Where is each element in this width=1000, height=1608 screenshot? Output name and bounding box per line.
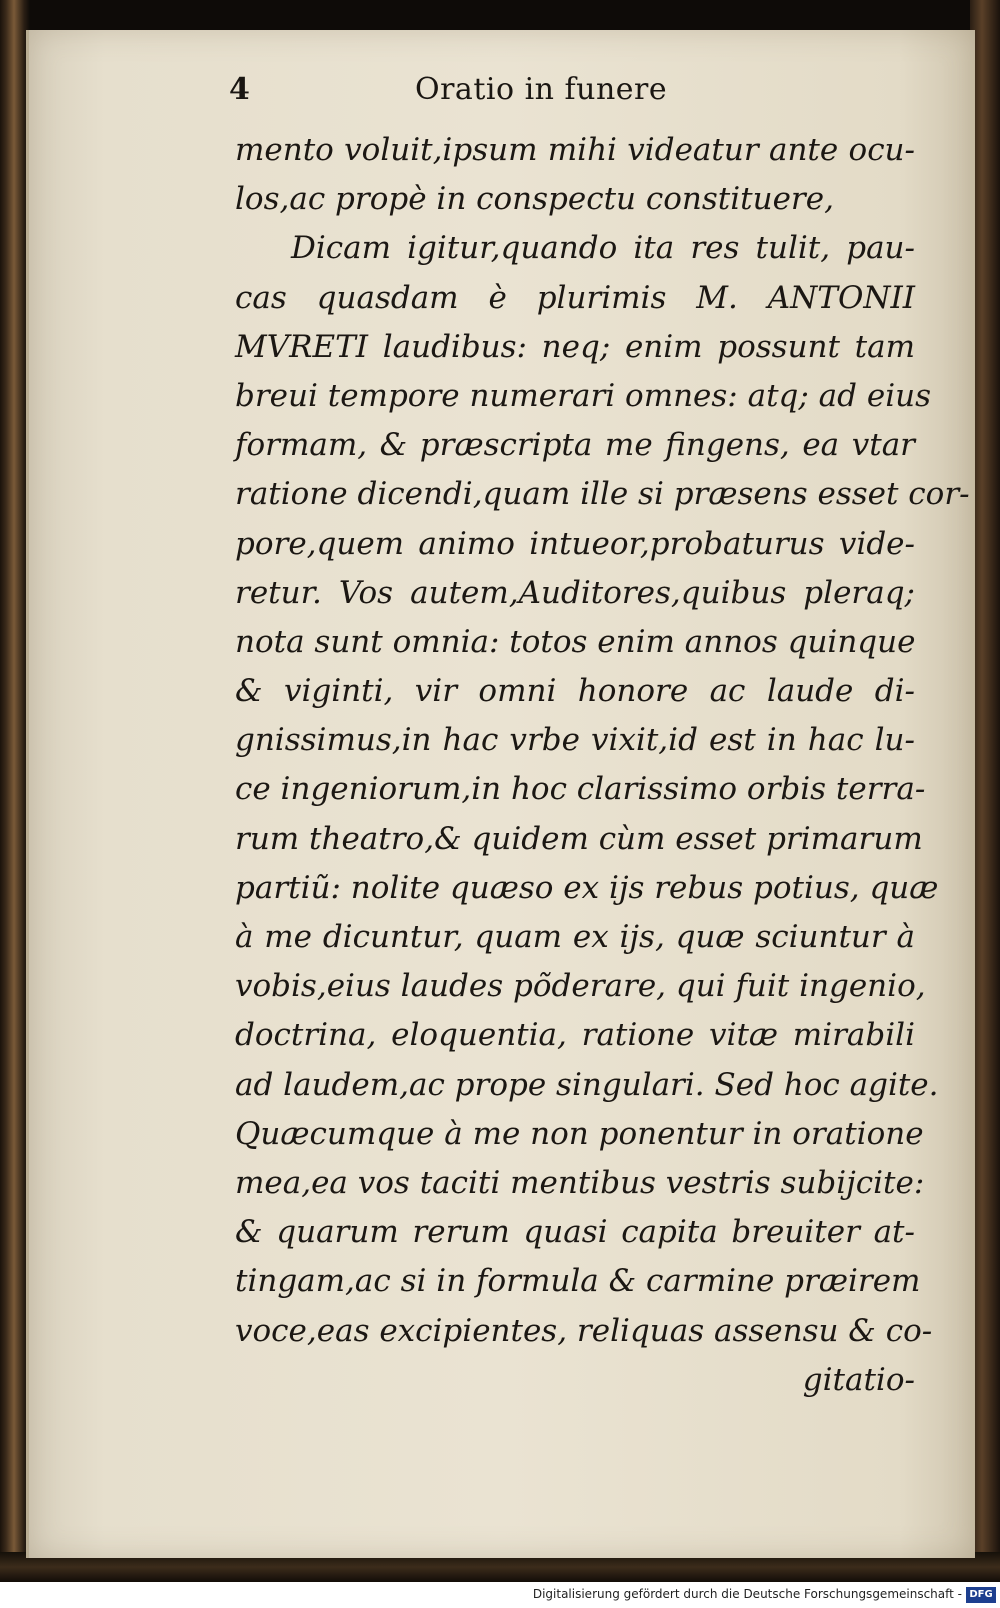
dfg-logo: DFG [966, 1587, 996, 1603]
text-line: & viginti, vir omni honore ac laude di- [235, 673, 915, 710]
text-line: ad laudem,ac prope singulari. Sed hoc agite. [235, 1066, 939, 1103]
text-line: partiũ: nolite quæso ex ijs rebus potius, quæ [235, 869, 939, 906]
text-line: MVRETI laudibus: neq; enim possunt tam [235, 328, 915, 365]
text-line: breui tempore numerari omnes: atq; ad eius [235, 377, 932, 414]
text-line: retur. Vos autem,Auditores,quibus pleraq; [235, 574, 915, 611]
text-line: ce ingeniorum,in hoc clarissimo orbis terra- [235, 771, 926, 808]
text-line: pore,quem animo intueor,probaturus vide- [235, 525, 915, 562]
text-line: & quarum rerum quasi capita breuiter at- [235, 1214, 915, 1251]
text-line: cas quasdam è plurimis M. ANTONII [235, 279, 915, 316]
page-number: 4 [229, 72, 250, 107]
text-line: rum theatro,& quidem cùm esset primarum [235, 820, 923, 857]
running-title: Oratio in funere [415, 72, 668, 107]
text-line: tingam,ac si in formula & carmine præirem [235, 1263, 921, 1300]
text-line: ratione dicendi,quam ille si præsens esset cor- [235, 476, 970, 513]
text-line: Dicam igitur,quando ita res tulit, pau- [291, 230, 915, 267]
text-line: los,ac propè in conspectu constituere, [235, 181, 834, 218]
funding-credit: Digitalisierung gefördert durch die Deutsche Forschungsgemeinschaft - [532, 1587, 962, 1601]
text-line: doctrina, eloquentia, ratione vitæ mirabili [235, 1017, 915, 1054]
text-line: mea,ea vos taciti mentibus vestris subijcite: [235, 1164, 925, 1201]
text-line: gnissimus,in hac vrbe vixit,id est in hac lu- [235, 722, 915, 759]
text-line: mento voluit,ipsum mihi videatur ante ocu- [235, 132, 915, 168]
text-line: vobis,eius laudes põderare, qui fuit ingenio, [235, 968, 926, 1005]
text-line: Quæcumque à me non ponentur in oratione [235, 1115, 924, 1152]
text-line: voce,eas excipientes, reliquas assensu & co- [235, 1312, 933, 1349]
book-page [26, 30, 975, 1558]
running-head [229, 72, 729, 112]
catchword: gitatio- [802, 1361, 915, 1398]
text-line: nota sunt omnia: totos enim annos quinque [235, 623, 916, 660]
digitization-footer [0, 1582, 1000, 1608]
text-line: à me dicuntur, quam ex ijs, quæ sciuntur à [235, 919, 915, 955]
body-text [235, 126, 970, 1405]
text-line: formam, & præscripta me fingens, ea vtar [235, 427, 915, 464]
